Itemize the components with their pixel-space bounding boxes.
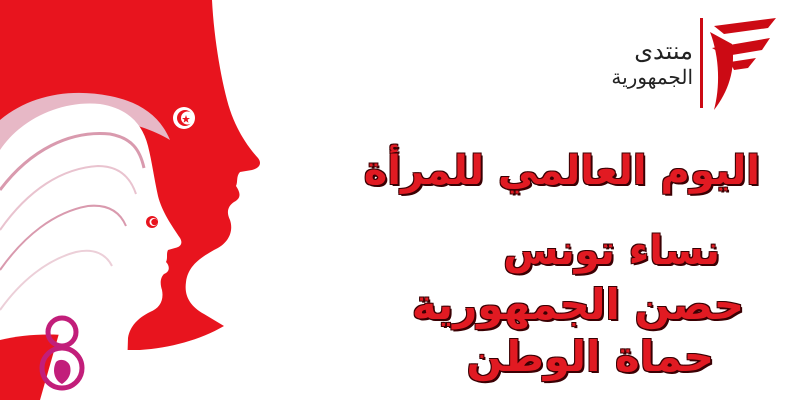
tunisia-flag-icon (173, 107, 195, 129)
logo-line-1: منتدى (634, 37, 693, 65)
logo-divider (700, 18, 703, 108)
logo-flame-icon (710, 18, 780, 110)
headline-line-3: حماة الوطن (466, 332, 714, 381)
logo[interactable] (570, 14, 785, 110)
logo-text (611, 38, 693, 89)
logo-line-2: الجمهورية (611, 64, 693, 89)
tunisia-flag-small-icon (146, 216, 158, 228)
headline-line-2: حصن الجمهورية (411, 280, 744, 329)
headline-title: اليوم العالمي للمرأة (363, 148, 760, 194)
headline-line-1: نساء تونس (503, 228, 720, 274)
